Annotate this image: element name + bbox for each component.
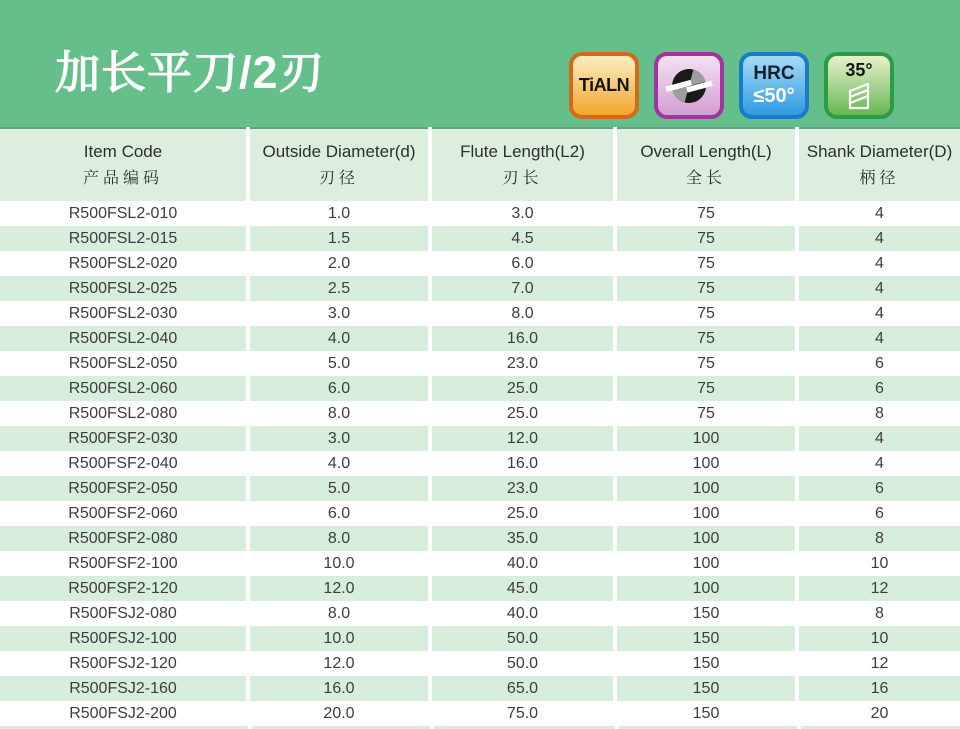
table-row: [0, 626, 960, 651]
table-cell: 25.0: [430, 376, 615, 401]
table-cell: R500FSL2-060: [0, 376, 248, 401]
table-cell: 4.0: [248, 326, 430, 351]
page-banner: [0, 0, 960, 127]
table-cell: 4: [797, 301, 960, 326]
table-cell: R500FSF2-120: [0, 576, 248, 601]
page-title: 加长平刀/2刃: [55, 47, 325, 98]
table-cell: R500FSJ2-100: [0, 626, 248, 651]
table-cell: 23.0: [430, 476, 615, 501]
table-cell: 75.0: [430, 701, 615, 726]
table-cell: 4: [797, 201, 960, 226]
table-cell: 4.0: [248, 451, 430, 476]
table-cell: 45.0: [430, 576, 615, 601]
table-cell: 2.5: [248, 276, 430, 301]
column-header-3: Flute Length(L2) 刃长: [430, 128, 615, 201]
table-cell: 1.5: [248, 226, 430, 251]
table-cell: 50.0: [430, 651, 615, 676]
table-cell: 3.0: [248, 301, 430, 326]
table-cell: 150: [615, 651, 797, 676]
table-cell: 75: [615, 276, 797, 301]
table-cell: 23.0: [430, 351, 615, 376]
table-cell: 4: [797, 451, 960, 476]
table-cell: 75: [615, 301, 797, 326]
badge-helix-angle: [824, 52, 894, 119]
table-cell: 100: [615, 576, 797, 601]
table-row: [0, 451, 960, 476]
table-cell: 100: [615, 426, 797, 451]
table-row: [0, 201, 960, 226]
table-cell: 8: [797, 401, 960, 426]
table-cell: 100: [615, 551, 797, 576]
table-cell: 8: [797, 601, 960, 626]
table-row: [0, 426, 960, 451]
table-row: [0, 276, 960, 301]
table-cell: 25.0: [430, 401, 615, 426]
table-row: [0, 401, 960, 426]
table-cell: 75: [615, 226, 797, 251]
table-cell: 20.0: [248, 701, 430, 726]
table-row: [0, 251, 960, 276]
table-cell: 75: [615, 401, 797, 426]
table-row: [0, 651, 960, 676]
table-cell: 8: [797, 526, 960, 551]
table-cell: 4: [797, 276, 960, 301]
product-spec-table: [0, 127, 960, 726]
table-row: [0, 601, 960, 626]
table-cell: 5.0: [248, 351, 430, 376]
table-row: [0, 476, 960, 501]
two-flute-cross-section-icon: [665, 62, 713, 110]
table-cell: 50.0: [430, 626, 615, 651]
table-row: [0, 226, 960, 251]
property-badges: [569, 52, 894, 119]
table-row: [0, 301, 960, 326]
table-cell: 7.0: [430, 276, 615, 301]
table-row: [0, 526, 960, 551]
table-cell: 6.0: [430, 251, 615, 276]
table-cell: 16.0: [248, 676, 430, 701]
table-cell: 8.0: [248, 601, 430, 626]
table-cell: 4: [797, 226, 960, 251]
table-cell: 12.0: [248, 651, 430, 676]
table-cell: R500FSF2-030: [0, 426, 248, 451]
table-cell: R500FSL2-050: [0, 351, 248, 376]
table-cell: 6: [797, 476, 960, 501]
table-cell: 4.5: [430, 226, 615, 251]
column-header-2: Outside Diameter(d) 刃径: [248, 128, 430, 201]
table-cell: 150: [615, 626, 797, 651]
table-cell: 75: [615, 376, 797, 401]
table-row: [0, 351, 960, 376]
table-cell: 3.0: [248, 426, 430, 451]
table-cell: R500FSJ2-080: [0, 601, 248, 626]
table-cell: 25.0: [430, 501, 615, 526]
table-cell: 75: [615, 326, 797, 351]
table-row: [0, 576, 960, 601]
table-cell: R500FSF2-100: [0, 551, 248, 576]
table-cell: R500FSJ2-160: [0, 676, 248, 701]
table-cell: R500FSF2-040: [0, 451, 248, 476]
table-cell: 100: [615, 526, 797, 551]
table-cell: 8.0: [430, 301, 615, 326]
table-cell: 100: [615, 451, 797, 476]
table-cell: R500FSL2-020: [0, 251, 248, 276]
table-cell: 6: [797, 351, 960, 376]
table-cell: R500FSL2-080: [0, 401, 248, 426]
table-cell: 8.0: [248, 526, 430, 551]
table-cell: R500FSL2-025: [0, 276, 248, 301]
table-cell: R500FSF2-060: [0, 501, 248, 526]
table-cell: 10.0: [248, 551, 430, 576]
badge-hardness-hrc: [739, 52, 809, 119]
table-cell: 4: [797, 326, 960, 351]
table-cell: R500FSJ2-120: [0, 651, 248, 676]
table-cell: 75: [615, 351, 797, 376]
table-cell: 6: [797, 501, 960, 526]
column-header-4: Overall Length(L) 全长: [615, 128, 797, 201]
tialn-label: TiALN: [578, 75, 630, 95]
helix-angle-icon: [845, 79, 873, 111]
table-cell: 8.0: [248, 401, 430, 426]
table-cell: 40.0: [430, 551, 615, 576]
table-cell: R500FSF2-080: [0, 526, 248, 551]
table-row: [0, 701, 960, 726]
hrc-value: ≤50°: [753, 84, 795, 107]
table-row: [0, 501, 960, 526]
badge-coating-tialn: [569, 52, 639, 119]
table-cell: 6.0: [248, 501, 430, 526]
table-cell: 10: [797, 626, 960, 651]
table-cell: R500FSL2-040: [0, 326, 248, 351]
table-cell: 16.0: [430, 326, 615, 351]
table-cell: 150: [615, 601, 797, 626]
table-cell: R500FSL2-015: [0, 226, 248, 251]
hrc-label: HRC: [753, 63, 795, 85]
table-cell: R500FSL2-010: [0, 201, 248, 226]
table-cell: 150: [615, 676, 797, 701]
table-row: [0, 676, 960, 701]
table-cell: 75: [615, 251, 797, 276]
table-cell: 100: [615, 501, 797, 526]
table-cell: 6: [797, 376, 960, 401]
table-cell: 3.0: [430, 201, 615, 226]
table-cell: R500FSF2-050: [0, 476, 248, 501]
table-cell: 12.0: [248, 576, 430, 601]
table-cell: R500FSL2-030: [0, 301, 248, 326]
table-row: [0, 376, 960, 401]
table-row: [0, 326, 960, 351]
table-cell: 6.0: [248, 376, 430, 401]
column-header-5: Shank Diameter(D) 柄径: [797, 128, 960, 201]
table-cell: 12: [797, 651, 960, 676]
table-cell: 1.0: [248, 201, 430, 226]
table-row: [0, 551, 960, 576]
table-header-row: [0, 128, 960, 201]
table-cell: 65.0: [430, 676, 615, 701]
table-cell: R500FSJ2-200: [0, 701, 248, 726]
table-cell: 35.0: [430, 526, 615, 551]
table-cell: 16.0: [430, 451, 615, 476]
table-cell: 5.0: [248, 476, 430, 501]
table-cell: 20: [797, 701, 960, 726]
table-cell: 10.0: [248, 626, 430, 651]
helix-angle-label: 35°: [845, 59, 873, 80]
table-cell: 75: [615, 201, 797, 226]
table-cell: 100: [615, 476, 797, 501]
table-cell: 4: [797, 426, 960, 451]
table-cell: 10: [797, 551, 960, 576]
badge-two-flute: [654, 52, 724, 119]
table-cell: 4: [797, 251, 960, 276]
table-cell: 40.0: [430, 601, 615, 626]
column-header-1: Item Code 产品编码: [0, 128, 248, 201]
table-cell: 2.0: [248, 251, 430, 276]
table-cell: 16: [797, 676, 960, 701]
table-cell: 12: [797, 576, 960, 601]
table-cell: 150: [615, 701, 797, 726]
table-cell: 12.0: [430, 426, 615, 451]
